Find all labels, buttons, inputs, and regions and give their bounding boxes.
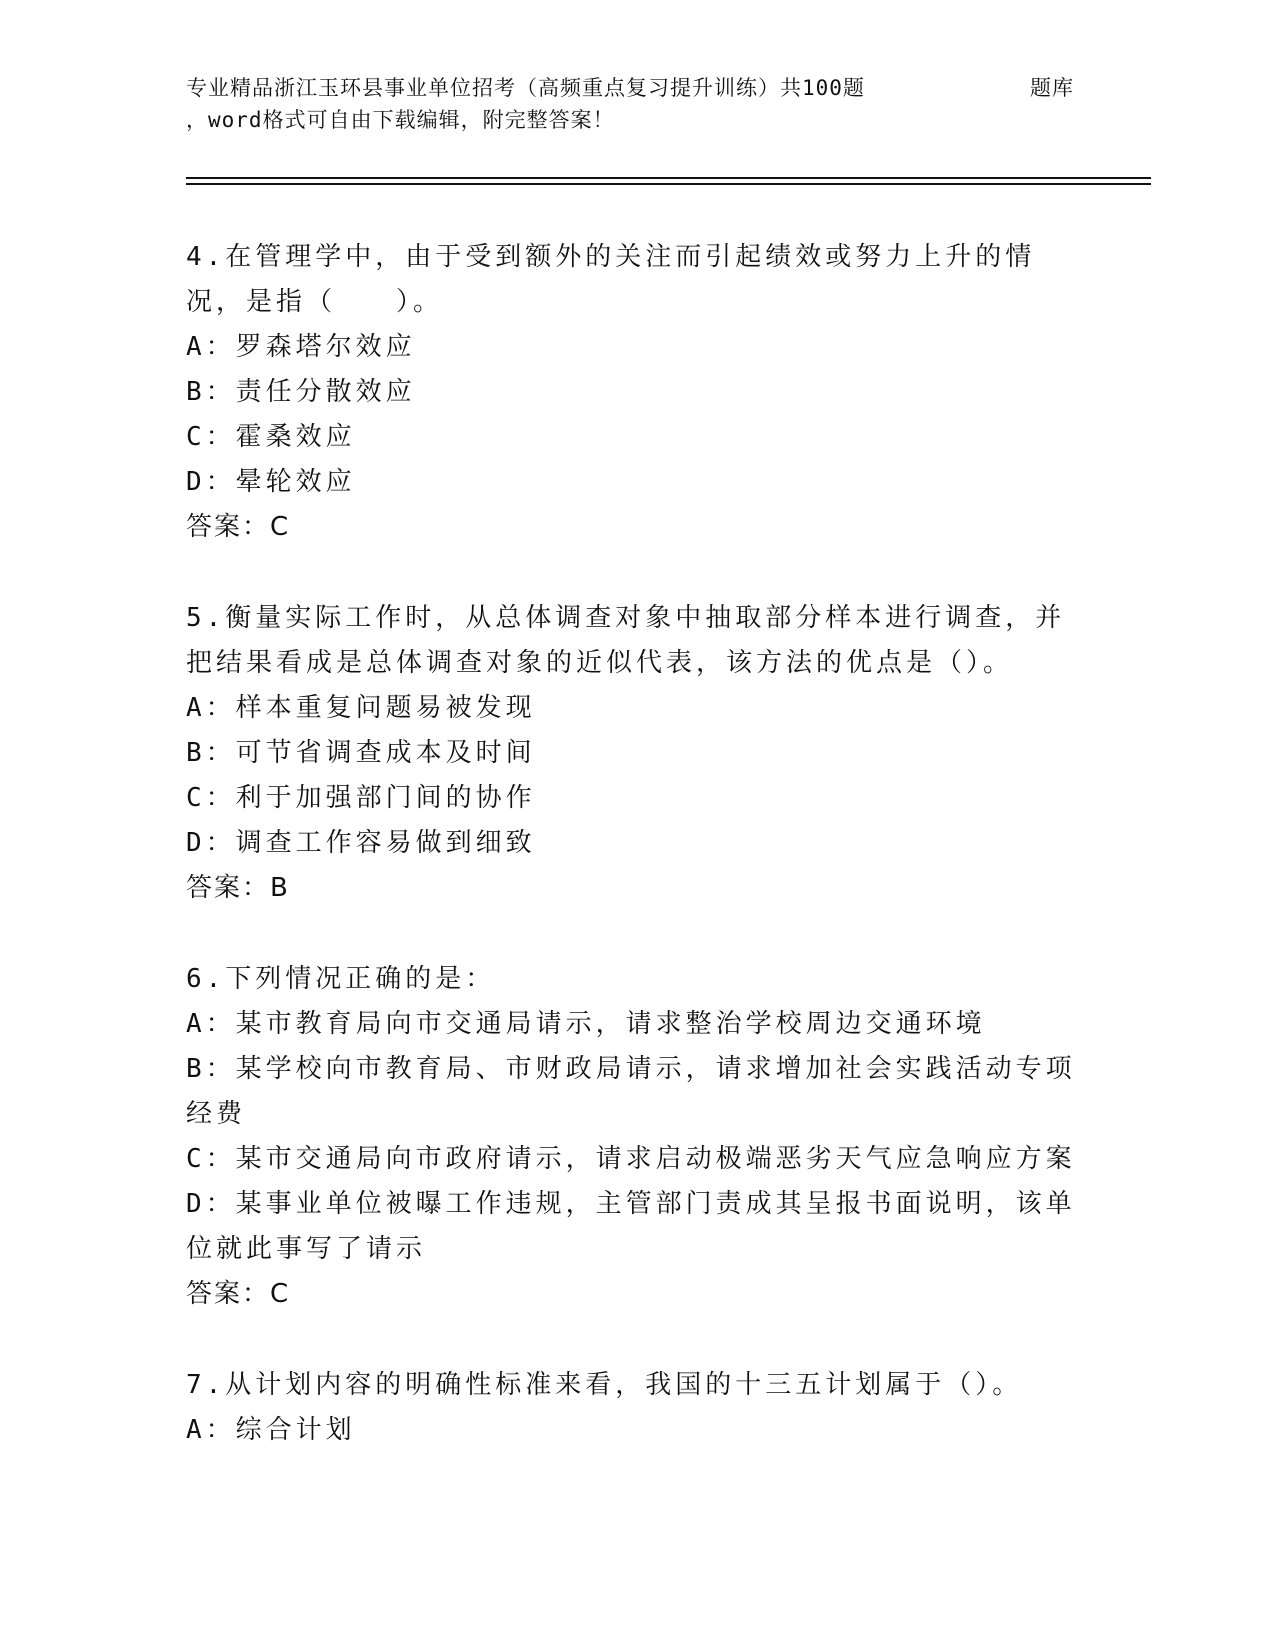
header-divider-top [186, 177, 1151, 179]
document-title: 专业精品浙江玉环县事业单位招考（高频重点复习提升训练）共100题 [186, 76, 865, 100]
question-6 [186, 957, 1086, 1317]
option-c: C：霍桑效应 [186, 422, 356, 452]
answer-line: 答案：C [186, 512, 291, 542]
document-header [186, 72, 1086, 136]
option-a: A：罗森塔尔效应 [186, 332, 416, 362]
question-5 [186, 596, 1086, 911]
option-c: C：某市交通局向市政府请示，请求启动极端恶劣天气应急响应方案 [186, 1144, 1076, 1174]
option-a: A：综合计划 [186, 1415, 356, 1445]
question-text: 7.从计划内容的明确性标准来看，我国的十三五计划属于（）。 [186, 1370, 1023, 1400]
document-subtitle: ，word格式可自由下载编辑，附完整答案！ [186, 108, 615, 132]
question-7 [186, 1363, 1086, 1453]
question-list [186, 235, 1086, 1499]
option-c: C：利于加强部门间的协作 [186, 783, 536, 813]
document-tag: 题库 [1030, 76, 1074, 100]
option-d: D：调查工作容易做到细致 [186, 828, 536, 858]
answer-line: 答案：B [186, 873, 290, 903]
option-d: D：晕轮效应 [186, 467, 356, 497]
option-a: A：某市教育局向市交通局请示，请求整治学校周边交通环境 [186, 1009, 986, 1039]
option-a: A：样本重复问题易被发现 [186, 693, 536, 723]
header-divider-bottom [186, 183, 1151, 185]
question-4 [186, 235, 1086, 550]
option-b: B：某学校向市教育局、市财政局请示，请求增加社会实践活动专项经费 [186, 1054, 1076, 1129]
question-text: 4.在管理学中，由于受到额外的关注而引起绩效或努力上升的情况，是指（ ）。 [186, 242, 1036, 317]
option-b: B：责任分散效应 [186, 377, 416, 407]
question-text: 6.下列情况正确的是： [186, 964, 496, 994]
header-line [186, 72, 1086, 104]
option-b: B：可节省调查成本及时间 [186, 738, 536, 768]
option-d: D：某事业单位被曝工作违规，主管部门责成其呈报书面说明，该单位就此事写了请示 [186, 1189, 1076, 1264]
answer-line: 答案：C [186, 1279, 291, 1309]
question-text: 5.衡量实际工作时，从总体调查对象中抽取部分样本进行调查，并把结果看成是总体调查对象的近似代表，该方法的优点是（）。 [186, 603, 1066, 678]
